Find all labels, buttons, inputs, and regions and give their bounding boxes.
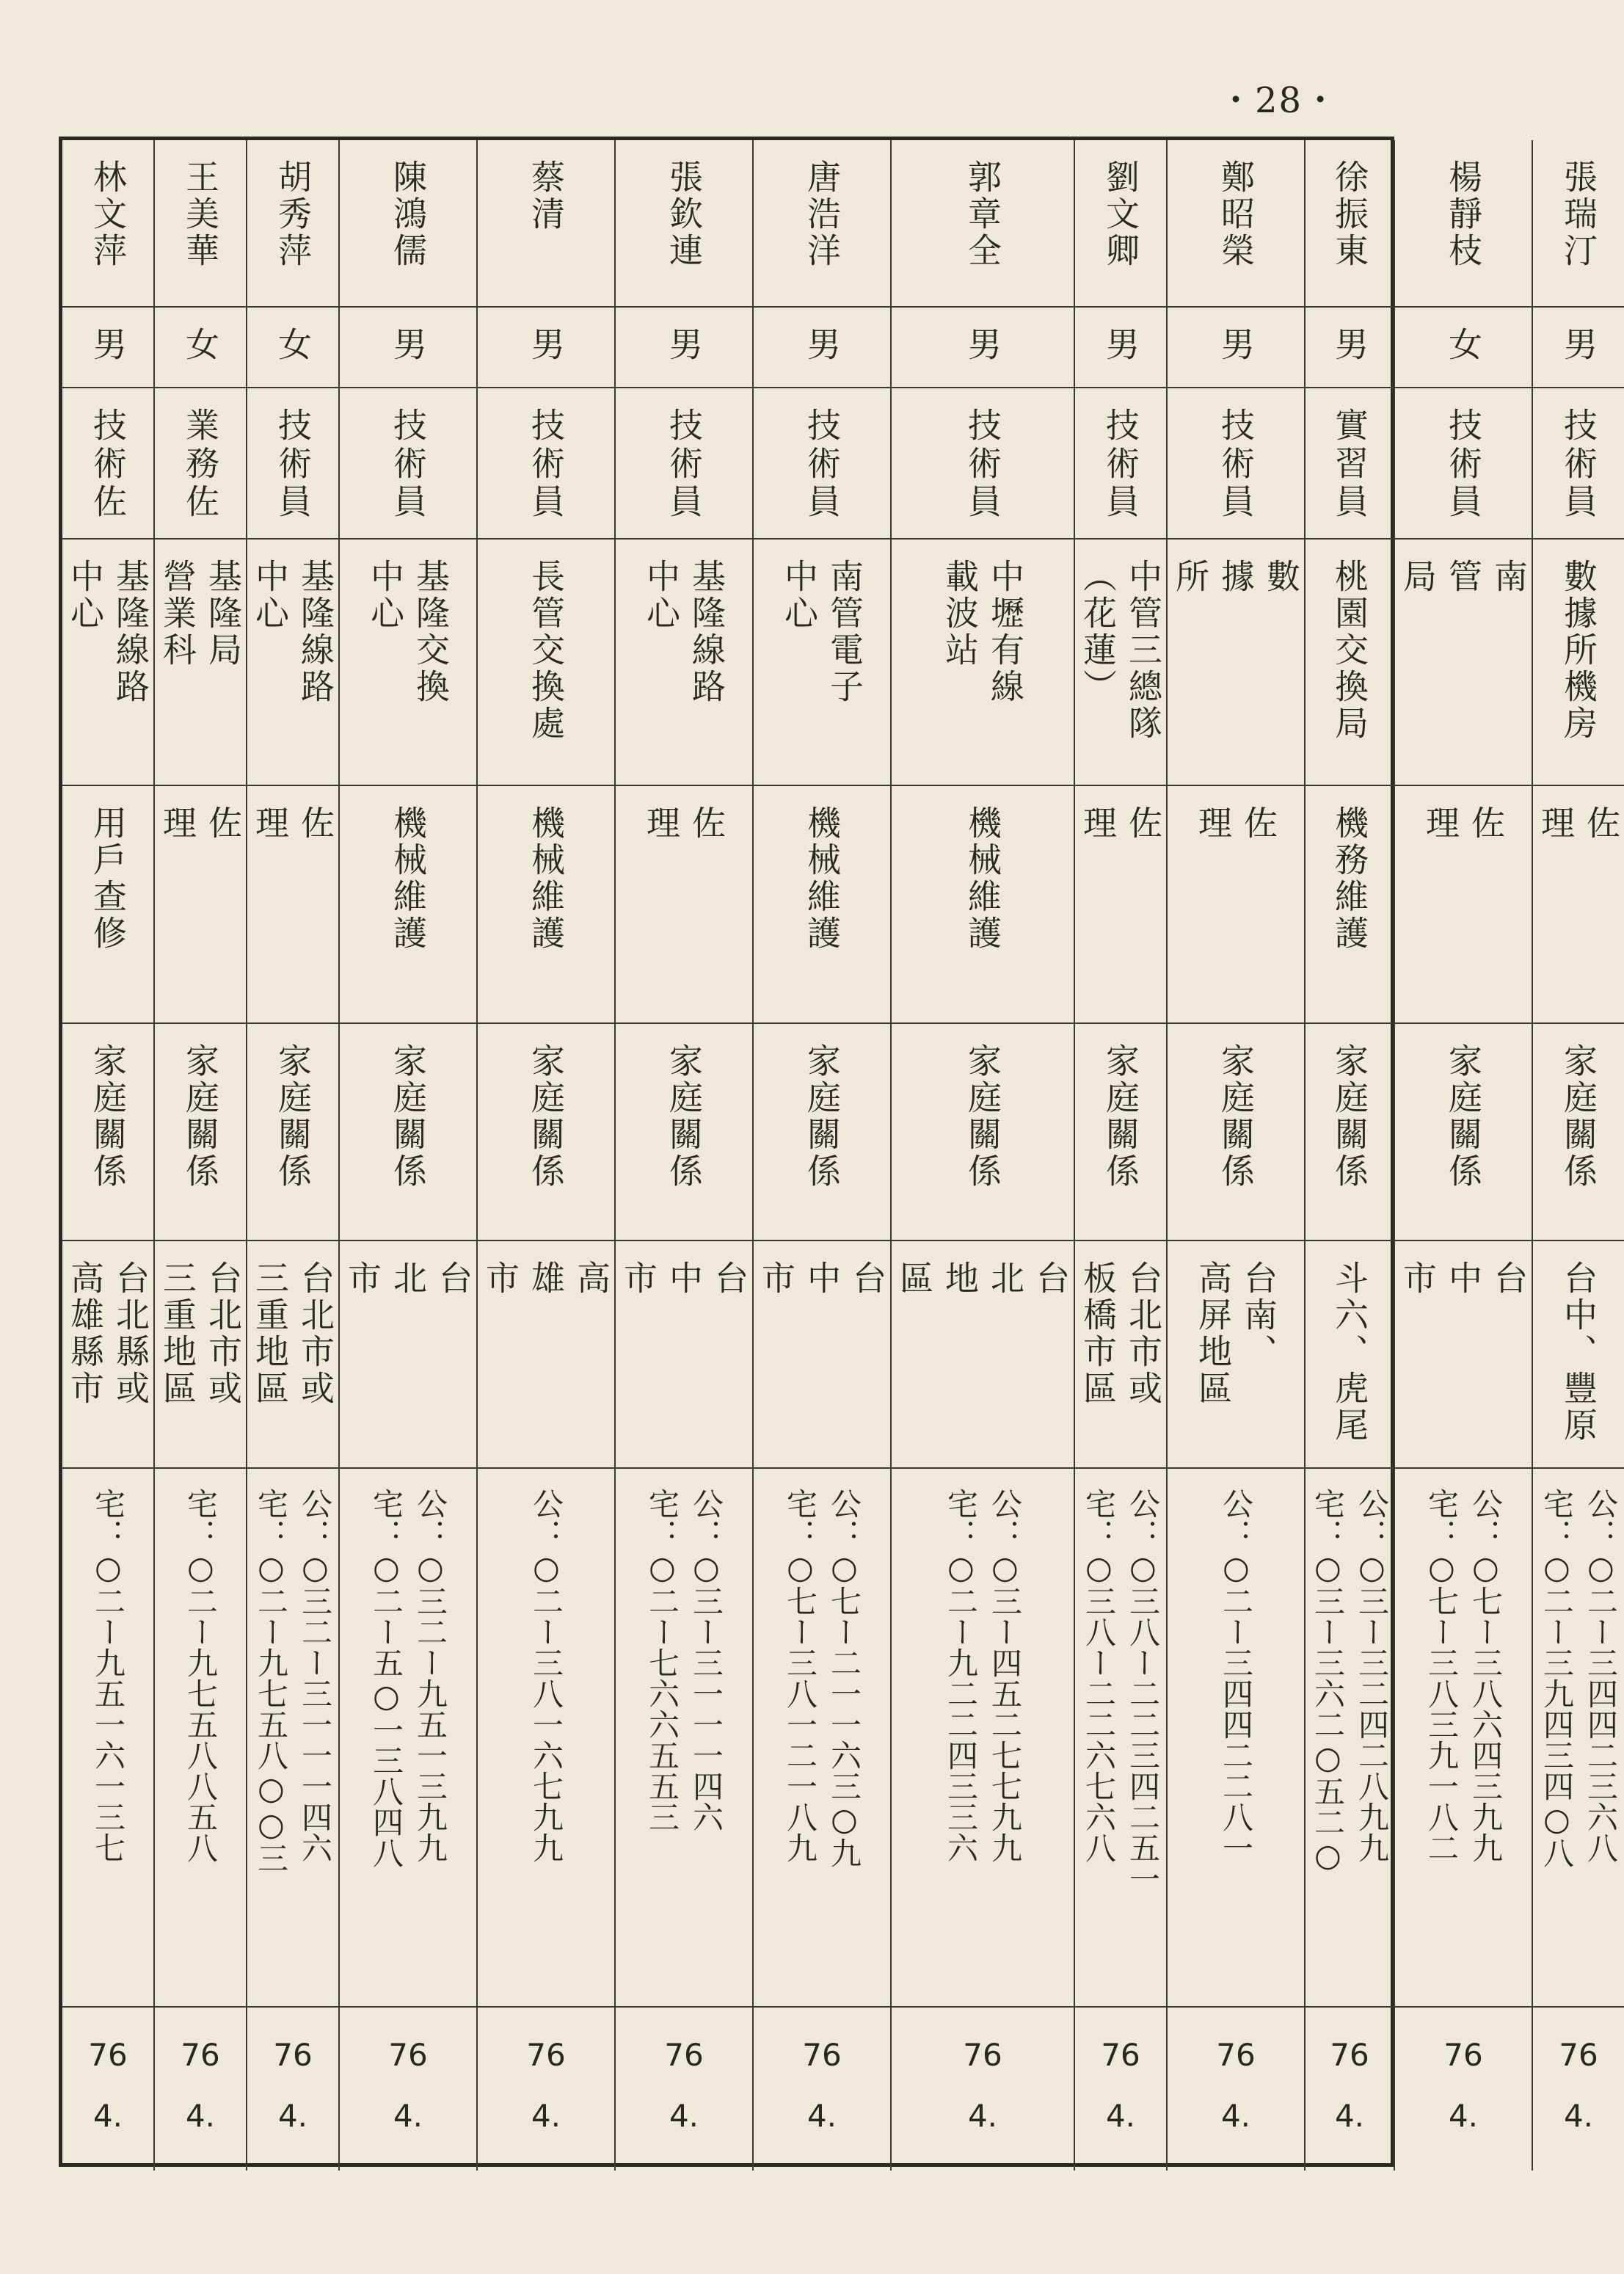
cell-duty bbox=[1394, 786, 1532, 1024]
gender-text: 男 bbox=[388, 327, 428, 365]
cell-name bbox=[614, 140, 752, 308]
date-month: 4. bbox=[669, 2098, 699, 2134]
location-text: 台 bbox=[1031, 1260, 1071, 1297]
name-text: 蔡清 bbox=[526, 159, 566, 233]
name-text: 郭章全 bbox=[963, 159, 1002, 269]
unit-text: 中壢有線 bbox=[986, 559, 1025, 705]
location-text: 地 bbox=[940, 1260, 980, 1297]
cell-location bbox=[62, 1241, 153, 1469]
cell-gender bbox=[246, 308, 338, 388]
cell-title bbox=[338, 388, 476, 540]
cell-unit bbox=[1166, 540, 1304, 786]
cell-phone bbox=[890, 1469, 1074, 2008]
cell-title bbox=[153, 388, 246, 540]
cell-location bbox=[338, 1241, 476, 1469]
date-month: 4. bbox=[277, 2098, 308, 2134]
name-text: 徐振東 bbox=[1330, 159, 1369, 269]
duty-text: 佐 bbox=[687, 805, 727, 842]
cell-reason bbox=[153, 1024, 246, 1241]
cell-duty bbox=[614, 786, 752, 1024]
duty-text: 佐 bbox=[296, 805, 335, 842]
location-text: 市 bbox=[481, 1260, 520, 1297]
unit-text: 桃園交換局 bbox=[1330, 559, 1369, 742]
cell-gender bbox=[1532, 308, 1624, 388]
duty-text: 佐 bbox=[203, 805, 243, 842]
location-text: 高雄縣市 bbox=[65, 1260, 105, 1407]
unit-text: 數 bbox=[1261, 559, 1301, 595]
duty-text: 機械維護 bbox=[526, 805, 566, 952]
cell-title bbox=[1394, 388, 1532, 540]
duty-text: 理 bbox=[1193, 805, 1233, 842]
unit-text: 數據所機房 bbox=[1559, 559, 1598, 742]
name-text: 張瑞汀 bbox=[1559, 159, 1598, 269]
title-text: 技術員 bbox=[802, 407, 842, 522]
cell-phone bbox=[1074, 1469, 1166, 2008]
date-year: 76 bbox=[526, 2037, 566, 2073]
cell-phone bbox=[476, 1469, 614, 2008]
cell-title bbox=[1304, 388, 1394, 540]
cell-phone bbox=[1394, 1469, 1532, 2008]
cell-date bbox=[752, 2008, 890, 2171]
location-text: 市 bbox=[1398, 1260, 1438, 1297]
cell-date bbox=[246, 2008, 338, 2171]
reason-text: 家庭關係 bbox=[664, 1043, 704, 1190]
cell-unit bbox=[614, 540, 752, 786]
phone-text: 宅：○二ー七六六五五三 bbox=[644, 1488, 680, 1832]
name-text: 唐浩洋 bbox=[802, 159, 842, 269]
date-month: 4. bbox=[531, 2098, 561, 2134]
duty-text: 機械維護 bbox=[802, 805, 842, 952]
gender-text: 男 bbox=[526, 327, 566, 365]
cell-date bbox=[62, 2008, 153, 2171]
cell-unit bbox=[890, 540, 1074, 786]
reason-text: 家庭關係 bbox=[1330, 1043, 1369, 1190]
location-text: 台北縣或 bbox=[111, 1260, 150, 1407]
cell-location bbox=[476, 1241, 614, 1469]
duty-text: 佐 bbox=[1581, 805, 1621, 842]
cell-name bbox=[62, 140, 153, 308]
phone-text: 宅：○二ー三九四三四○八 bbox=[1539, 1488, 1575, 1868]
cell-date bbox=[614, 2008, 752, 2171]
unit-text: 基隆交換 bbox=[411, 559, 451, 705]
cell-date bbox=[1532, 2008, 1624, 2171]
cell-name bbox=[476, 140, 614, 308]
cell-name bbox=[1166, 140, 1304, 308]
location-text: 台南、 bbox=[1239, 1260, 1278, 1370]
cell-gender bbox=[1166, 308, 1304, 388]
date-year: 76 bbox=[88, 2037, 128, 2073]
cell-gender bbox=[614, 308, 752, 388]
cell-unit bbox=[1532, 540, 1624, 786]
date-month: 4. bbox=[185, 2098, 216, 2134]
title-text: 技術員 bbox=[388, 407, 428, 522]
reason-text: 家庭關係 bbox=[181, 1043, 220, 1190]
gender-text: 女 bbox=[1443, 327, 1483, 365]
phone-text: 宅：○七ー三八一二一八九 bbox=[782, 1488, 818, 1863]
date-year: 76 bbox=[388, 2037, 428, 2073]
location-text: 台北市或 bbox=[296, 1260, 335, 1407]
location-text: 市 bbox=[757, 1260, 796, 1297]
cell-gender bbox=[476, 308, 614, 388]
cell-phone bbox=[338, 1469, 476, 2008]
phone-text: 公：○七ー三八六四三九九 bbox=[1468, 1488, 1504, 1863]
duty-text: 佐 bbox=[1124, 805, 1163, 842]
cell-reason bbox=[1304, 1024, 1394, 1241]
date-year: 76 bbox=[802, 2037, 842, 2073]
cell-phone bbox=[1166, 1469, 1304, 2008]
cell-reason bbox=[1166, 1024, 1304, 1241]
title-text: 技術員 bbox=[1443, 407, 1483, 522]
cell-reason bbox=[1532, 1024, 1624, 1241]
cell-location bbox=[153, 1241, 246, 1469]
unit-text: 中心 bbox=[779, 559, 819, 632]
cell-location bbox=[246, 1241, 338, 1469]
cell-unit bbox=[246, 540, 338, 786]
unit-text: 南 bbox=[1489, 559, 1529, 595]
gender-text: 男 bbox=[802, 327, 842, 365]
cell-gender bbox=[338, 308, 476, 388]
title-text: 技術員 bbox=[1216, 407, 1256, 522]
date-year: 76 bbox=[963, 2037, 1002, 2073]
cell-gender bbox=[890, 308, 1074, 388]
cell-duty bbox=[1074, 786, 1166, 1024]
reason-text: 家庭關係 bbox=[1101, 1043, 1140, 1190]
name-text: 陳鴻儒 bbox=[388, 159, 428, 269]
cell-phone bbox=[246, 1469, 338, 2008]
cell-phone bbox=[62, 1469, 153, 2008]
cell-duty bbox=[1532, 786, 1624, 1024]
cell-reason bbox=[476, 1024, 614, 1241]
reason-text: 家庭關係 bbox=[1443, 1043, 1483, 1190]
title-text: 技術員 bbox=[526, 407, 566, 522]
page-number: ・28・ bbox=[1218, 80, 1340, 121]
phone-text: 宅：○二ー九七五八○○三 bbox=[253, 1488, 289, 1873]
name-text: 劉文卿 bbox=[1101, 159, 1140, 269]
cell-name bbox=[890, 140, 1074, 308]
location-text: 北 bbox=[986, 1260, 1025, 1297]
unit-text: 南管電子 bbox=[825, 559, 864, 705]
location-text: 中 bbox=[664, 1260, 704, 1297]
cell-phone bbox=[1532, 1469, 1624, 2008]
cell-location bbox=[1304, 1241, 1394, 1469]
location-text: 雄 bbox=[526, 1260, 566, 1297]
cell-gender bbox=[1394, 308, 1532, 388]
phone-text: 宅：○三ー三六二○五二○ bbox=[1310, 1488, 1346, 1873]
reason-text: 家庭關係 bbox=[88, 1043, 128, 1190]
cell-title bbox=[614, 388, 752, 540]
cell-name bbox=[246, 140, 338, 308]
date-month: 4. bbox=[1220, 2098, 1251, 2134]
cell-duty bbox=[246, 786, 338, 1024]
cell-phone bbox=[614, 1469, 752, 2008]
gender-text: 女 bbox=[273, 327, 313, 365]
date-year: 76 bbox=[273, 2037, 313, 2073]
date-month: 4. bbox=[393, 2098, 423, 2134]
name-text: 鄭昭榮 bbox=[1216, 159, 1256, 269]
cell-duty bbox=[338, 786, 476, 1024]
location-text: 高屏地區 bbox=[1193, 1260, 1233, 1407]
date-month: 4. bbox=[1448, 2098, 1479, 2134]
reason-text: 家庭關係 bbox=[1216, 1043, 1256, 1190]
cell-date bbox=[890, 2008, 1074, 2171]
cell-name bbox=[338, 140, 476, 308]
cell-duty bbox=[890, 786, 1074, 1024]
duty-text: 機械維護 bbox=[963, 805, 1002, 952]
cell-location bbox=[752, 1241, 890, 1469]
date-month: 4. bbox=[1334, 2098, 1365, 2134]
unit-text: 長管交換處 bbox=[526, 559, 566, 742]
date-year: 76 bbox=[181, 2037, 220, 2073]
phone-text: 公：○二ー三四四二三六八 bbox=[1583, 1488, 1619, 1863]
cell-name bbox=[752, 140, 890, 308]
gender-text: 男 bbox=[963, 327, 1002, 365]
cell-date bbox=[1304, 2008, 1394, 2171]
phone-text: 公：○三二ー三一一一四六 bbox=[297, 1488, 333, 1863]
cell-name bbox=[1074, 140, 1166, 308]
duty-text: 理 bbox=[250, 805, 290, 842]
cell-duty bbox=[752, 786, 890, 1024]
phone-text: 公：○二ー三四四二二八一 bbox=[1218, 1488, 1254, 1863]
location-text: 台中、豐原 bbox=[1559, 1260, 1598, 1444]
cell-phone bbox=[752, 1469, 890, 2008]
location-text: 板橋市區 bbox=[1078, 1260, 1118, 1407]
cell-duty bbox=[1166, 786, 1304, 1024]
location-text: 台 bbox=[710, 1260, 749, 1297]
location-text: 市 bbox=[619, 1260, 658, 1297]
cell-name bbox=[1304, 140, 1394, 308]
cell-phone bbox=[153, 1469, 246, 2008]
cell-reason bbox=[246, 1024, 338, 1241]
cell-unit bbox=[62, 540, 153, 786]
reason-text: 家庭關係 bbox=[273, 1043, 313, 1190]
cell-reason bbox=[62, 1024, 153, 1241]
cell-gender bbox=[1304, 308, 1394, 388]
title-text: 技術員 bbox=[1101, 407, 1140, 522]
reason-text: 家庭關係 bbox=[526, 1043, 566, 1190]
title-text: 技術員 bbox=[273, 407, 313, 522]
duty-text: 理 bbox=[1078, 805, 1118, 842]
reason-text: 家庭關係 bbox=[1559, 1043, 1598, 1190]
duty-text: 理 bbox=[1536, 805, 1576, 842]
cell-name bbox=[1532, 140, 1624, 308]
unit-text: 所 bbox=[1170, 559, 1210, 595]
reason-text: 家庭關係 bbox=[802, 1043, 842, 1190]
cell-phone bbox=[1304, 1469, 1394, 2008]
location-text: 台北市或 bbox=[1124, 1260, 1163, 1407]
phone-text: 公：○三ー四五二七七九九 bbox=[987, 1488, 1023, 1863]
gender-text: 男 bbox=[664, 327, 704, 365]
cell-title bbox=[1532, 388, 1624, 540]
unit-text: 基隆線路 bbox=[687, 559, 727, 705]
cell-date bbox=[476, 2008, 614, 2171]
duty-text: 理 bbox=[158, 805, 197, 842]
unit-text: 基隆局 bbox=[203, 559, 243, 669]
reason-text: 家庭關係 bbox=[963, 1043, 1002, 1190]
location-text: 三重地區 bbox=[250, 1260, 290, 1407]
duty-text: 用戶查修 bbox=[88, 805, 128, 952]
location-text: 台北市或 bbox=[203, 1260, 243, 1407]
unit-text: 基隆線路 bbox=[111, 559, 150, 705]
cell-unit bbox=[1304, 540, 1394, 786]
cell-duty bbox=[1304, 786, 1394, 1024]
cell-name bbox=[153, 140, 246, 308]
cell-unit bbox=[153, 540, 246, 786]
location-text: 中 bbox=[802, 1260, 842, 1297]
title-text: 技術員 bbox=[664, 407, 704, 522]
reason-text: 家庭關係 bbox=[388, 1043, 428, 1190]
unit-text: 中管三總隊 bbox=[1124, 559, 1163, 742]
date-year: 76 bbox=[664, 2037, 704, 2073]
name-text: 胡秀萍 bbox=[273, 159, 313, 269]
unit-text: 中心 bbox=[641, 559, 681, 632]
unit-text: 基隆線路 bbox=[296, 559, 335, 705]
cell-unit bbox=[1074, 540, 1166, 786]
unit-text: 據 bbox=[1216, 559, 1256, 595]
cell-unit bbox=[338, 540, 476, 786]
cell-gender bbox=[153, 308, 246, 388]
cell-reason bbox=[1394, 1024, 1532, 1241]
name-text: 林文萍 bbox=[88, 159, 128, 269]
gender-text: 女 bbox=[181, 327, 220, 365]
date-year: 76 bbox=[1101, 2037, 1140, 2073]
date-year: 76 bbox=[1559, 2037, 1598, 2073]
cell-reason bbox=[614, 1024, 752, 1241]
cell-title bbox=[62, 388, 153, 540]
cell-gender bbox=[752, 308, 890, 388]
personnel-table bbox=[59, 137, 1621, 2167]
unit-text: 中心 bbox=[65, 559, 105, 632]
cell-reason bbox=[752, 1024, 890, 1241]
duty-text: 機械維護 bbox=[388, 805, 428, 952]
date-month: 4. bbox=[1105, 2098, 1136, 2134]
cell-gender bbox=[1074, 308, 1166, 388]
cell-unit bbox=[1394, 540, 1532, 786]
cell-location bbox=[1074, 1241, 1166, 1469]
phone-text: 公：○三ー三二四二八九九 bbox=[1354, 1488, 1390, 1863]
gender-text: 男 bbox=[1330, 327, 1369, 365]
cell-location bbox=[614, 1241, 752, 1469]
location-text: 台 bbox=[848, 1260, 887, 1297]
cell-date bbox=[1394, 2008, 1532, 2171]
cell-unit bbox=[476, 540, 614, 786]
cell-reason bbox=[338, 1024, 476, 1241]
unit-text: 管 bbox=[1443, 559, 1483, 595]
cell-duty bbox=[476, 786, 614, 1024]
cell-date bbox=[153, 2008, 246, 2171]
phone-text: 公：○七ー二一一六三○九 bbox=[826, 1488, 862, 1868]
unit-text: （花蓮） bbox=[1078, 559, 1118, 705]
location-text: 北 bbox=[388, 1260, 428, 1297]
phone-text: 公：○三ー三一一一四六 bbox=[688, 1488, 724, 1832]
duty-text: 理 bbox=[1421, 805, 1460, 842]
gender-text: 男 bbox=[1559, 327, 1598, 365]
cell-title bbox=[246, 388, 338, 540]
cell-location bbox=[1166, 1241, 1304, 1469]
unit-text: 中心 bbox=[250, 559, 290, 632]
cell-title bbox=[752, 388, 890, 540]
location-text: 高 bbox=[572, 1260, 611, 1297]
location-text: 中 bbox=[1443, 1260, 1483, 1297]
date-month: 4. bbox=[967, 2098, 998, 2134]
name-text: 王美華 bbox=[181, 159, 220, 269]
unit-text: 中心 bbox=[365, 559, 405, 632]
phone-text: 公：○二ー三八一六七九九 bbox=[528, 1488, 564, 1863]
gender-text: 男 bbox=[1216, 327, 1256, 365]
gender-text: 男 bbox=[1101, 327, 1140, 365]
title-text: 業務佐 bbox=[181, 407, 220, 522]
cell-duty bbox=[62, 786, 153, 1024]
date-year: 76 bbox=[1443, 2037, 1483, 2073]
date-year: 76 bbox=[1216, 2037, 1256, 2073]
location-text: 斗六、虎尾 bbox=[1330, 1260, 1369, 1444]
phone-text: 宅：○二ー九二二四三三六 bbox=[943, 1488, 979, 1863]
cell-reason bbox=[890, 1024, 1074, 1241]
cell-location bbox=[1532, 1241, 1624, 1469]
title-text: 技術員 bbox=[1559, 407, 1598, 522]
cell-duty bbox=[153, 786, 246, 1024]
phone-text: 宅：○七ー三八三九一八二 bbox=[1424, 1488, 1460, 1863]
title-text: 實習員 bbox=[1330, 407, 1369, 522]
cell-title bbox=[1166, 388, 1304, 540]
phone-text: 宅：○三八ー二二六七六八 bbox=[1081, 1488, 1117, 1863]
phone-text: 公：○三八ー二二三四二五一 bbox=[1125, 1488, 1161, 1894]
name-text: 楊靜枝 bbox=[1443, 159, 1483, 269]
cell-location bbox=[890, 1241, 1074, 1469]
location-text: 台 bbox=[1489, 1260, 1529, 1297]
location-text: 台 bbox=[434, 1260, 473, 1297]
date-month: 4. bbox=[92, 2098, 123, 2134]
location-text: 區 bbox=[895, 1260, 934, 1297]
gender-text: 男 bbox=[88, 327, 128, 365]
phone-text: 宅：○二ー五○一三八四八 bbox=[368, 1488, 404, 1868]
unit-text: 載波站 bbox=[940, 559, 980, 669]
duty-text: 理 bbox=[641, 805, 681, 842]
cell-name bbox=[1394, 140, 1532, 308]
cell-reason bbox=[1074, 1024, 1166, 1241]
cell-location bbox=[1394, 1241, 1532, 1469]
date-year: 76 bbox=[1330, 2037, 1369, 2073]
duty-text: 佐 bbox=[1239, 805, 1278, 842]
title-text: 技術員 bbox=[963, 407, 1002, 522]
phone-text: 宅：○二ー九七五八八五八 bbox=[183, 1488, 219, 1863]
date-month: 4. bbox=[806, 2098, 837, 2134]
name-text: 張欽連 bbox=[664, 159, 704, 269]
cell-title bbox=[476, 388, 614, 540]
title-text: 技術佐 bbox=[88, 407, 128, 522]
cell-title bbox=[1074, 388, 1166, 540]
date-month: 4. bbox=[1563, 2098, 1594, 2134]
cell-date bbox=[338, 2008, 476, 2171]
cell-title bbox=[890, 388, 1074, 540]
cell-date bbox=[1074, 2008, 1166, 2171]
duty-text: 佐 bbox=[1466, 805, 1506, 842]
duty-text: 機務維護 bbox=[1330, 805, 1369, 952]
cell-date bbox=[1166, 2008, 1304, 2171]
unit-text: 局 bbox=[1398, 559, 1438, 595]
location-text: 三重地區 bbox=[158, 1260, 197, 1407]
cell-unit bbox=[752, 540, 890, 786]
location-text: 市 bbox=[343, 1260, 382, 1297]
phone-text: 公：○三二ー九五一三九九 bbox=[412, 1488, 448, 1863]
unit-text: 營業科 bbox=[158, 559, 197, 669]
cell-gender bbox=[62, 308, 153, 388]
phone-text: 宅：○二ー九五一六一三七 bbox=[90, 1488, 126, 1863]
